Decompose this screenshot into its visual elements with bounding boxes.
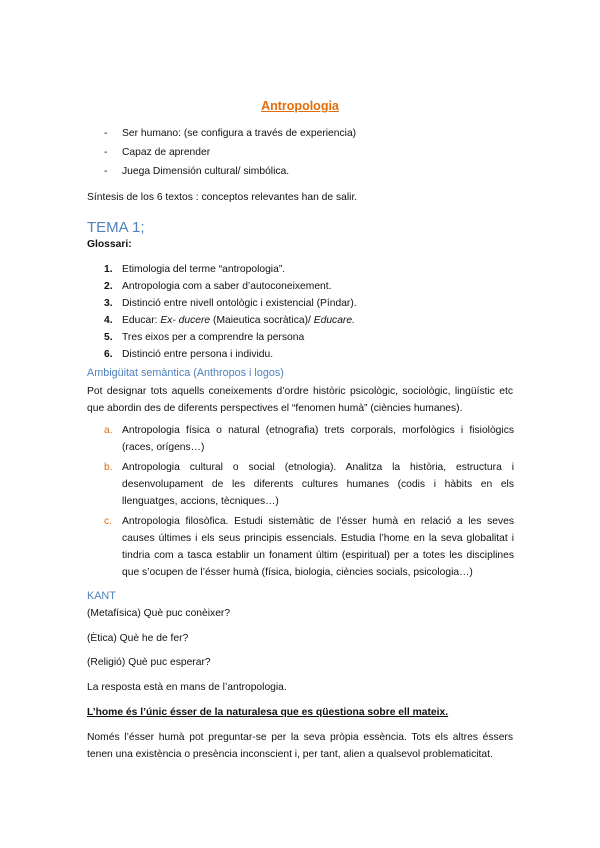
document-title: Antropologia (261, 99, 339, 113)
list-item: c. Antropologia filosòfica. Estudi sistemàtic de l’ésser humà en relació a les seves causes últimes i els seus principis essencials. Estudia l’home en la seva globalitat i tindria com a tasca establir un fonament últim (espiritual) per a totes les disciplines que s’ocupen de l’ésser humà (física, biologia, ciències socials, psicologia…) (104, 516, 514, 578)
list-item: 6. Distinció entre persona i individu. (104, 349, 274, 360)
list-item: b. Antropologia cultural o social (etnologia). Analitza la història, estructura i desenvolupament de les diferents cultures humanes (codis i hàbits en els llenguatges, accions, tècniques…) (104, 462, 514, 507)
list-item: 1. Etimologia del terme “antropologia”. (104, 264, 286, 275)
list-item: 3. Distinció entre nivell ontològic i existencial (Píndar). (104, 298, 357, 309)
closing-paragraph: Només l’ésser humà pot preguntar-se per la seva pròpia essència. Tots els altres éssers tenen una existència o presència inconscient i, per tant, alien a qualsevol problematicitat. (87, 732, 513, 760)
kant-heading: KANT (87, 590, 116, 602)
list-item: 4. Educar: Ex- ducere (Maieutica socràtica)/ Educare. (104, 315, 355, 326)
list-item: a. Antropologia física o natural (etnografia) trets corporals, morfològics i fisiològics (races, orígens…) (104, 425, 514, 453)
ambiguitat-paragraph: Pot designar tots aquells coneixements d’ordre històric psicològic, sociològic, lingüístic etc que abordin des de diferents perspectives el “fenomen humà” (ciències humanes). (87, 386, 513, 414)
kant-question: (Metafísica) Què puc conèixer? (87, 608, 231, 619)
list-item: 2. Antropologia com a saber d’autoconeixement. (104, 281, 332, 292)
ambiguitat-heading: Ambigüitat semàntica (Anthropos i logos) (87, 367, 284, 379)
glossari-label: Glossari: (87, 239, 132, 250)
kant-question: (Ètica) Què he de fer? (87, 633, 189, 644)
list-item: - Juega Dimensión cultural/ simbólica. (104, 166, 290, 177)
intro-sentence: Síntesis de los 6 textos : conceptos relevantes han de salir. (87, 192, 358, 203)
list-item: - Capaz de aprender (104, 147, 211, 158)
kant-answer: La resposta està en mans de l’antropologia. (87, 682, 287, 693)
glossari-list (104, 263, 357, 365)
section-heading-tema: TEMA 1; (87, 219, 145, 236)
branches-list (104, 422, 514, 584)
list-item: - Ser humano: (se configura a través de experiencia) (104, 128, 357, 139)
kant-question: (Religió) Què puc esperar? (87, 657, 211, 668)
list-item: 5. Tres eixos per a comprendre la persona (104, 332, 305, 343)
home-statement: L’home és l’únic ésser de la naturalesa que es qüestiona sobre ell mateix. (87, 707, 449, 718)
intro-list (104, 127, 356, 184)
